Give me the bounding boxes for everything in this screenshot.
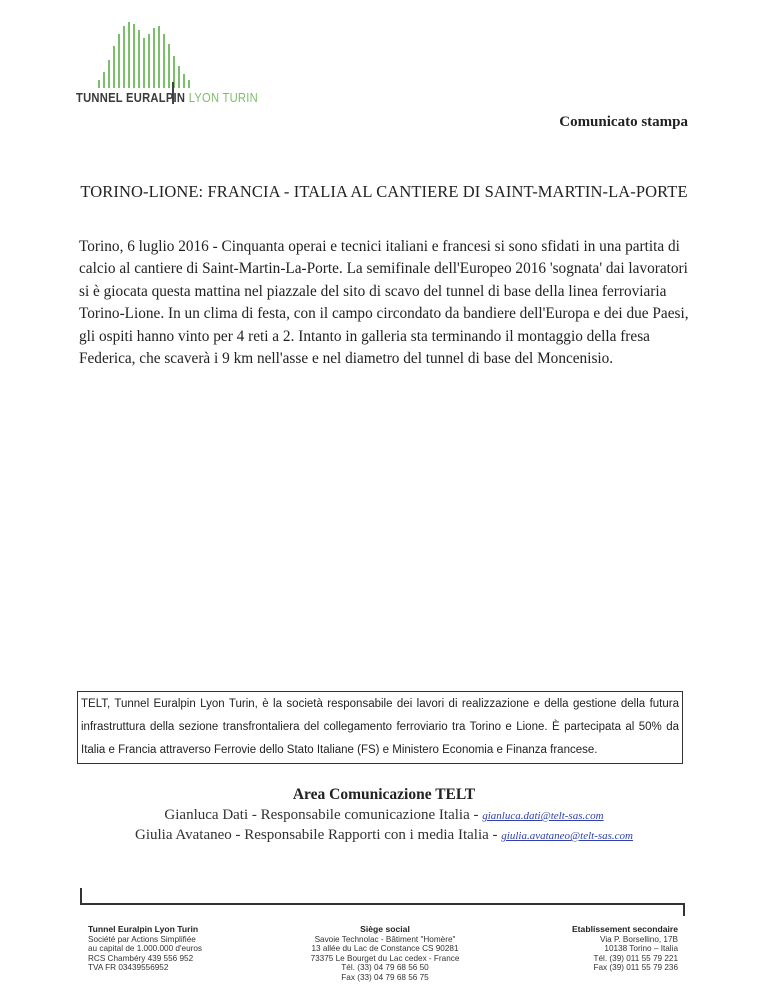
contact-line-avataneo — [0, 826, 768, 846]
footer-company — [88, 925, 202, 973]
footer-line: Savoie Technolac - Bâtiment "Homère" — [314, 934, 456, 944]
footer-line: 73375 Le Bourget du Lac cedex - France — [310, 953, 460, 963]
footer-rule — [80, 903, 684, 905]
footer-line: au capital de 1.000.000 d'euros — [88, 944, 203, 953]
contacts-block — [0, 785, 768, 846]
contact-text-dati: Gianluca Dati - Responsabile comunicazione Italia - — [164, 807, 483, 823]
footer-line: Tél. (39) 011 55 79 221 — [593, 953, 678, 963]
footer-line: Fax (39) 011 55 79 236 — [593, 963, 678, 972]
footer-line: Société par Actions Simplifiée — [88, 934, 196, 944]
footer-line: Via P. Borsellino, 17B — [600, 934, 678, 944]
footer-secondary-office — [572, 925, 678, 973]
company-info-box: TELT, Tunnel Euralpin Lyon Turin, è la società responsabile dei lavori di realizzazione e della gestione della futura infrastruttura della sezione transfrontaliera del collegamento ferroviario tra Torino e Lione. È partecipata al 50% da Italia e Francia attraverso Ferrovie dello Stato Italiane (FS) e Ministero Economia e Finanza francese. — [77, 691, 683, 764]
logo-bars-icon — [94, 20, 214, 90]
footer-line: Fax (33) 04 79 68 56 75 — [341, 972, 429, 982]
footer-line: Tél. (33) 04 79 68 56 50 — [341, 963, 429, 972]
footer-line: 10138 Torino – Italia — [604, 944, 678, 953]
contacts-heading: Area Comunicazione TELT — [292, 786, 476, 803]
press-release-label: Comunicato stampa — [559, 114, 688, 130]
body-paragraph: Torino, 6 luglio 2016 - Cinquanta operai e tecnici italiani e francesi si sono sfidati in una partita di calcio al cantiere di Saint-Martin-La-Porte. La semifinale dell'Europeo 2016 'sognata' dai lavoratori si è giocata questa mattina nel piazzale del sito di scavo del tunnel di base della linea ferroviaria Torino-Lione. In un clima di festa, con il campo circondato da bandiere dell'Europa e dei due Paesi, gli ospiti hanno vinto per 4 reti a 2. Intanto in galleria sta terminando il montaggio della fresa Federica, che scaverà i 9 km nell'asse e nel diametro del tunnel di base del Moncenisio. — [79, 238, 689, 368]
footer-head-office-heading: Siège social — [360, 924, 410, 934]
logo-name-green: LYON TURIN — [188, 90, 258, 105]
email-link-avataneo[interactable]: giulia.avataneo@telt-sas.com — [501, 830, 633, 842]
document-title: TORINO-LIONE: FRANCIA - ITALIA AL CANTIERE DI SAINT-MARTIN-LA-PORTE — [80, 182, 688, 201]
logo-name-dark: TUNNEL EURALPIN — [76, 90, 186, 105]
footer-line: TVA FR 03439556952 — [88, 963, 169, 972]
footer-head-office — [290, 925, 480, 982]
contact-line-dati — [0, 806, 768, 826]
footer-line: RCS Chambéry 439 556 952 — [88, 953, 194, 963]
contact-text-avataneo: Giulia Avataneo - Responsabile Rapporti con i media Italia - — [134, 827, 502, 843]
footer-company-heading: Tunnel Euralpin Lyon Turin — [88, 924, 199, 934]
telt-logo — [76, 14, 258, 114]
logo-wordmark — [76, 90, 258, 105]
footer-line: 13 allée du Lac de Constance CS 90281 — [311, 944, 459, 953]
footer-secondary-office-heading: Etablissement secondaire — [571, 924, 678, 934]
footer-rule-right — [683, 903, 685, 916]
email-link-dati[interactable]: gianluca.dati@telt-sas.com — [482, 810, 604, 822]
